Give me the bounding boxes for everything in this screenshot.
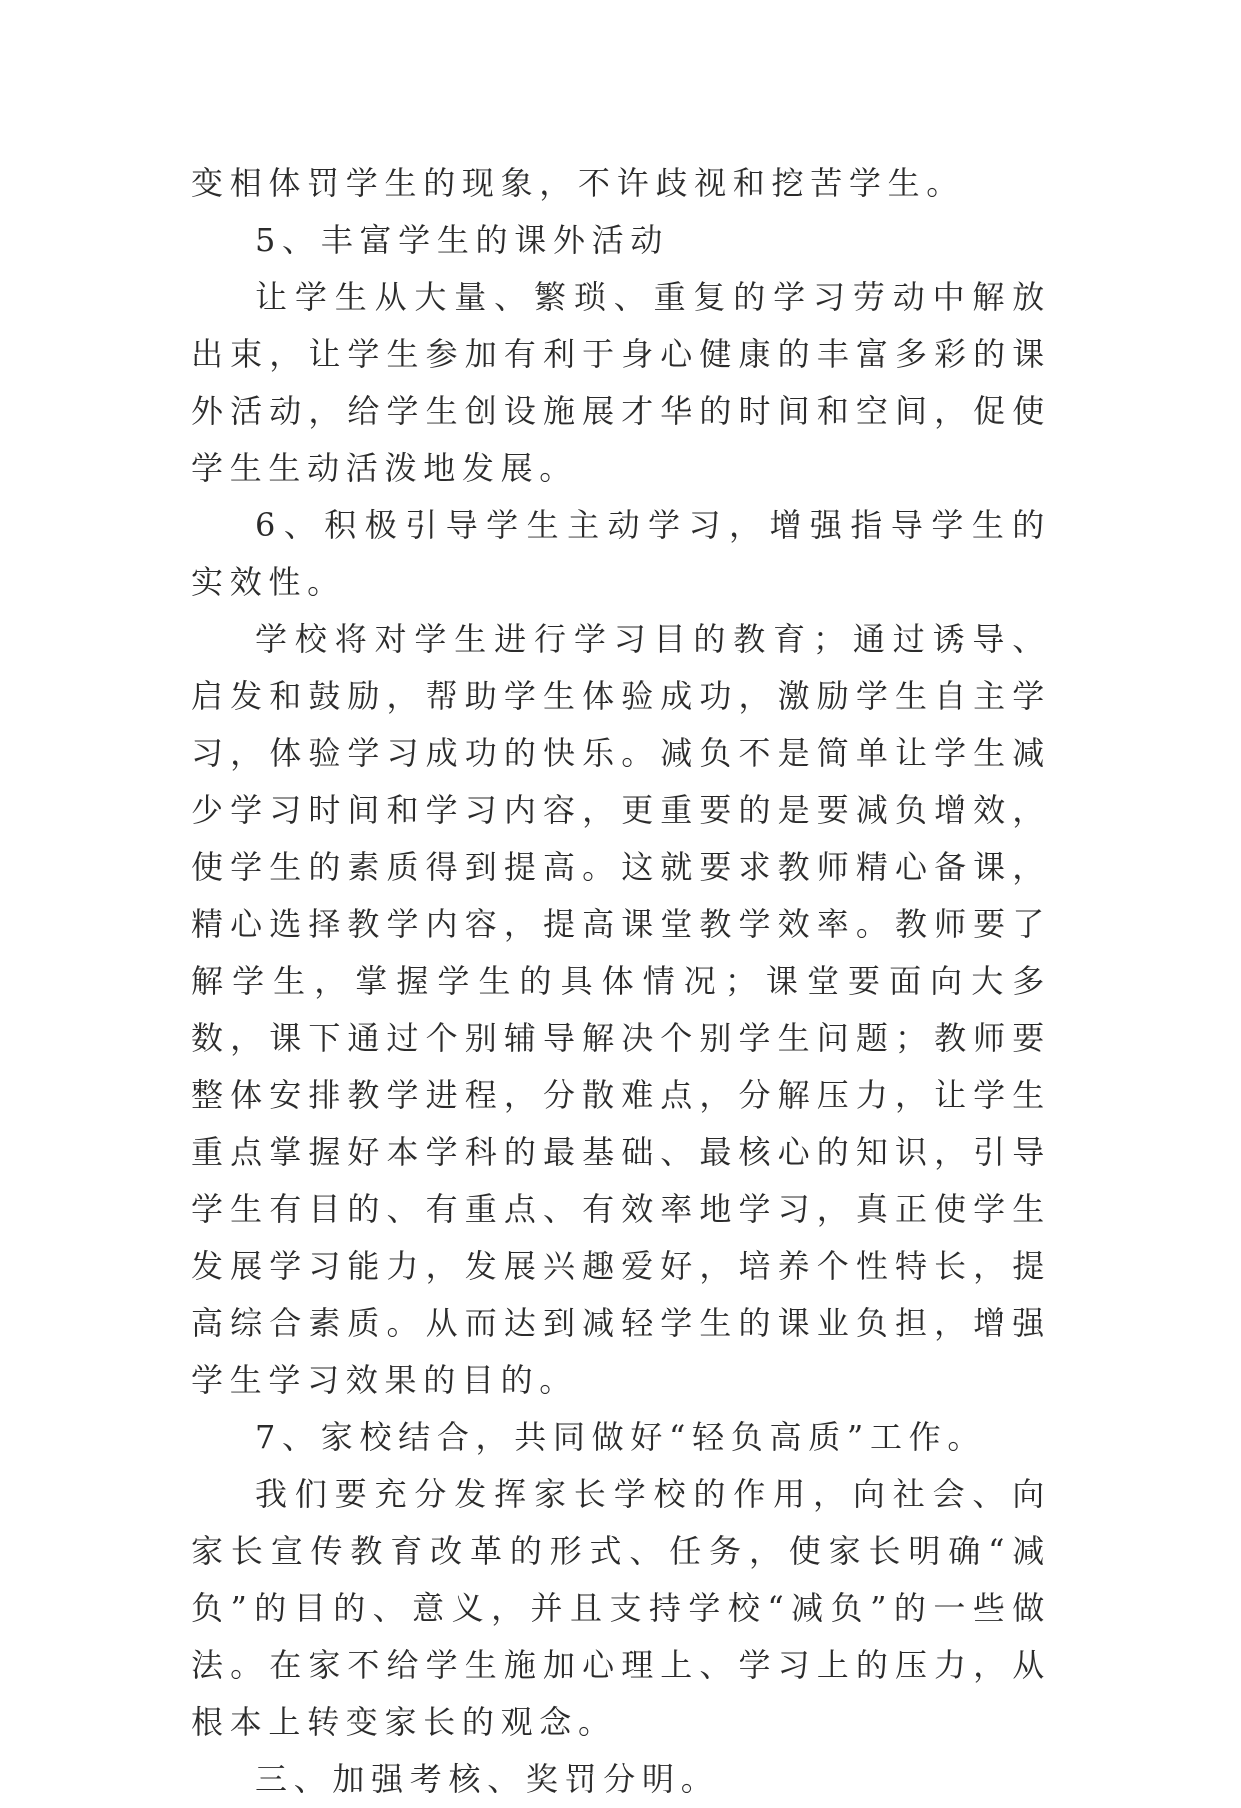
heading-item-5: 5、丰富学生的课外活动 [255, 221, 670, 259]
paragraph-continuation: 变相体罚学生的现象，不许歧视和挖苦学生。 [191, 164, 966, 202]
heading-section-3: 三、加强考核、奖罚分明。 [255, 1760, 720, 1798]
paragraph-home-school: 我们要充分发挥家长学校的作用，向社会、向家长宣传教育改革的形式、任务，使家长明确“减负”的目的、意义，并且支持学校“减负”的一些做法。在家不给学生施加心理上、学习上的压力，从根本上转变家长的观念。 [191, 1475, 1051, 1741]
heading-item-7: 7、家校结合，共同做好“轻负高质”工作。 [255, 1418, 987, 1456]
paragraph-guidance: 学校将对学生进行学习目的教育；通过诱导、启发和鼓励，帮助学生体验成功，激励学生自主学习，体验学习成功的快乐。减负不是简单让学生减少学习时间和学习内容，更重要的是要减负增效，使学生的素质得到提高。这就要求教师精心备课，精心选择教学内容，提高课堂教学效率。教师要了解学生，掌握学生的具体情况；课堂要面向大多数，课下通过个别辅导解决个别学生问题；教师要整体安排教学进程，分散难点，分解压力，让学生重点掌握好本学科的最基础、最核心的知识，引导学生有目的、有重点、有效率地学习，真正使学生发展学习能力，发展兴趣爱好，培养个性特长，提高综合素质。从而达到减轻学生的课业负担，增强学生学习效果的目的。 [191, 620, 1051, 1399]
document-body [191, 155, 1051, 1808]
heading-item-6: 6、积极引导学生主动学习，增强指导学生的实效性。 [191, 506, 1051, 601]
paragraph-activities: 让学生从大量、繁琐、重复的学习劳动中解放出束，让学生参加有利于身心健康的丰富多彩的课外活动，给学生创设施展才华的时间和空间，促使学生生动活泼地发展。 [191, 278, 1051, 487]
